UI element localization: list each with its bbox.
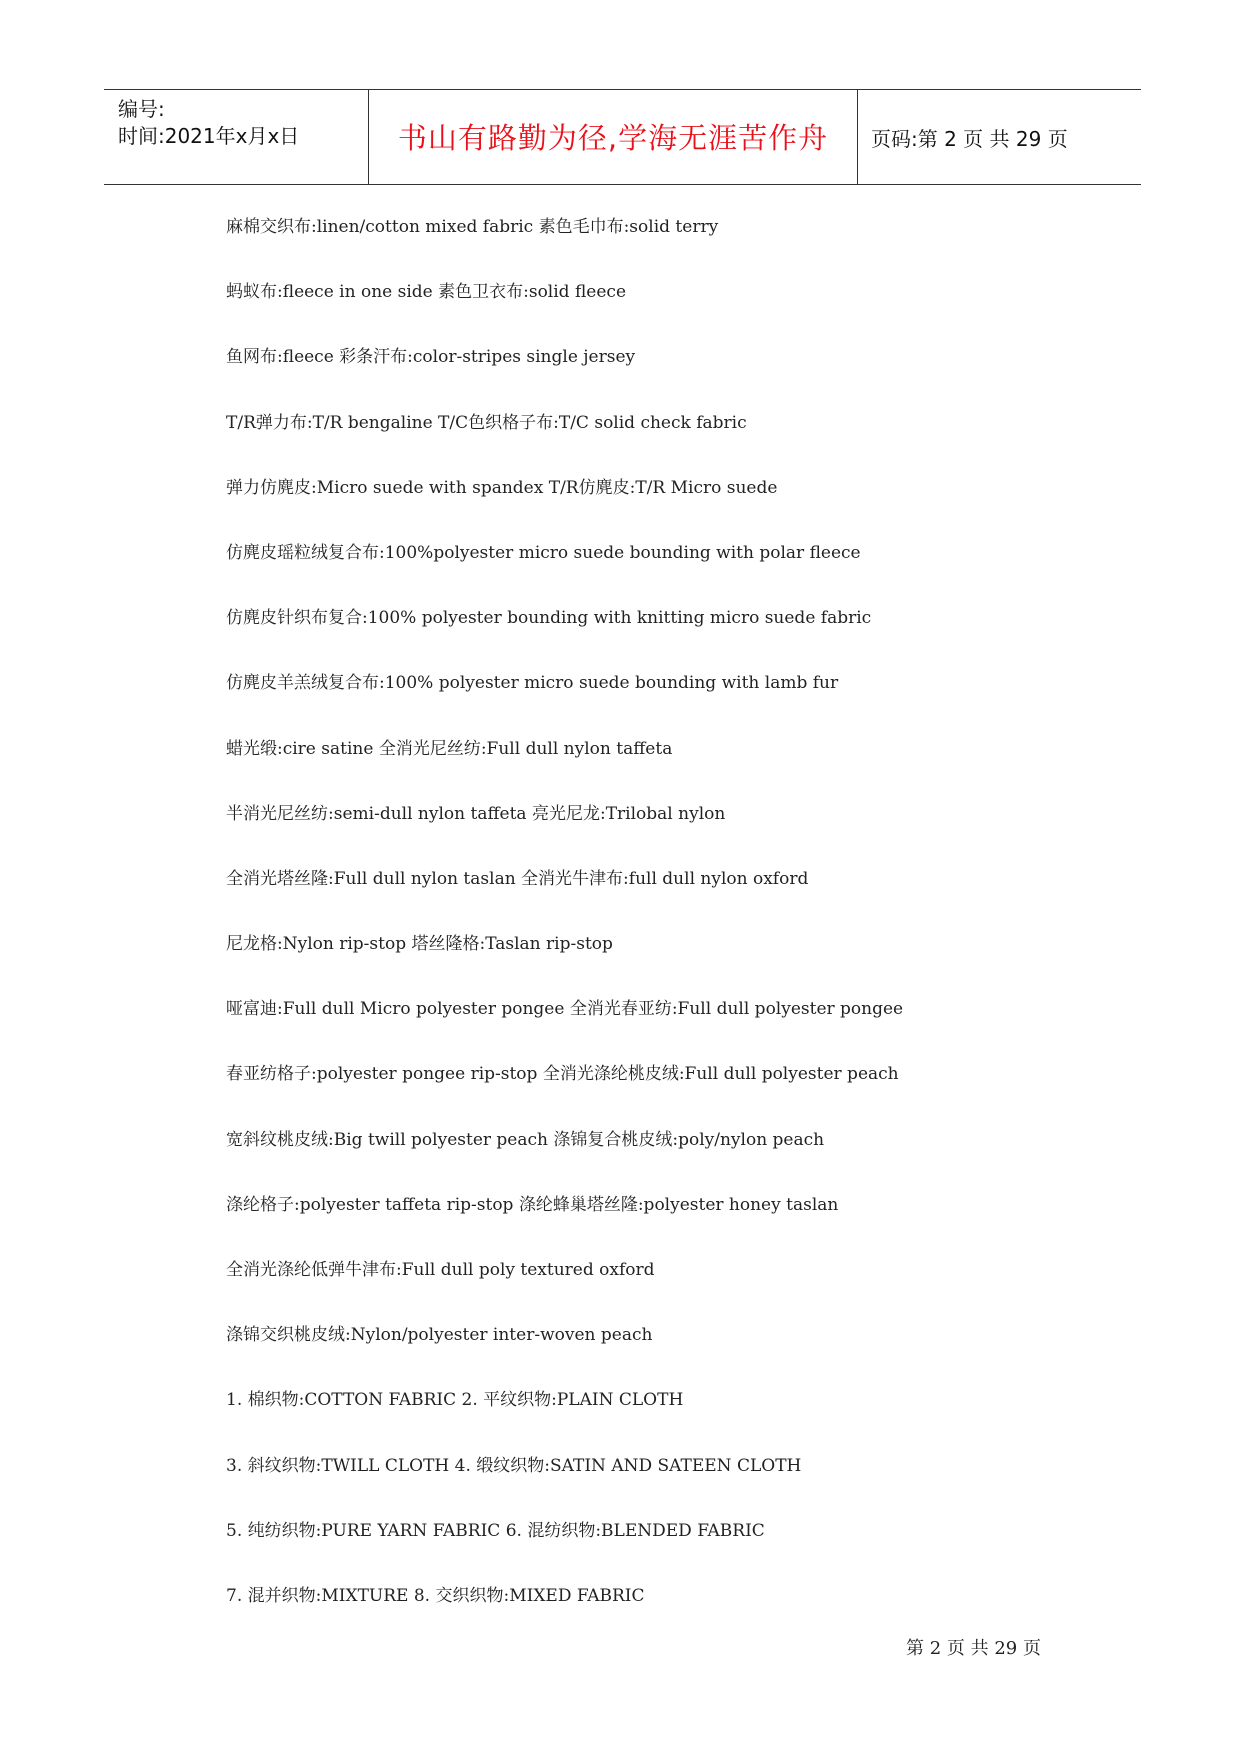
glossary-line: 宽斜纹桃皮绒:Big twill polyester peach 涤锦复合桃皮绒:poly/nylon peach [226, 1129, 825, 1150]
header-page-cell [857, 90, 1141, 184]
header-left-cell [104, 90, 368, 184]
glossary-line: 鱼网布:fleece 彩条汗布:color-stripes single jersey [226, 347, 636, 368]
glossary-line: 7. 混并织物:MIXTURE 8. 交织织物:MIXED FABRIC [226, 1585, 645, 1606]
header-page-number: 页码:第 2 页 共 29 页 [871, 127, 1068, 151]
glossary-line: T/R弹力布:T/R bengaline T/C色织格子布:T/C solid check fabric [226, 412, 747, 433]
glossary-line: 蚂蚁布:fleece in one side 素色卫衣布:solid fleece [226, 282, 627, 303]
page-header [104, 89, 1141, 185]
glossary-line: 仿麂皮针织布复合:100% polyester bounding with knitting micro suede fabric [226, 608, 872, 629]
glossary-line: 3. 斜纹织物:TWILL CLOTH 4. 缎纹织物:SATIN AND SATEEN CLOTH [226, 1455, 802, 1476]
glossary-line: 哑富迪:Full dull Micro polyester pongee 全消光春亚纺:Full dull polyester pongee [226, 999, 904, 1020]
glossary-line: 仿麂皮羊羔绒复合布:100% polyester micro suede bounding with lamb fur [226, 673, 839, 694]
document-body [226, 214, 1126, 1648]
glossary-line: 涤纶格子:polyester taffeta rip-stop 涤纶蜂巢塔丝隆:polyester honey taslan [226, 1194, 839, 1215]
time-label: 时间:2021年x月x日 [118, 124, 300, 148]
glossary-line: 蜡光缎:cire satine 全消光尼丝纺:Full dull nylon taffeta [226, 738, 673, 759]
header-motto: 书山有路勤为径,学海无涯苦作舟 [397, 121, 829, 155]
glossary-line: 尼龙格:Nylon rip-stop 塔丝隆格:Taslan rip-stop [226, 934, 613, 955]
glossary-line: 弹力仿麂皮:Micro suede with spandex T/R仿麂皮:T/R Micro suede [226, 477, 778, 498]
glossary-line: 全消光塔丝隆:Full dull nylon taslan 全消光牛津布:full dull nylon oxford [226, 868, 809, 889]
serial-number-label: 编号: [118, 97, 165, 121]
page-footer-number: 第 2 页 共 29 页 [906, 1638, 1041, 1659]
glossary-line: 半消光尼丝纺:semi-dull nylon taffeta 亮光尼龙:Trilobal nylon [226, 803, 726, 824]
glossary-line: 全消光涤纶低弹牛津布:Full dull poly textured oxford [226, 1260, 655, 1280]
glossary-line: 1. 棉织物:COTTON FABRIC 2. 平纹织物:PLAIN CLOTH [226, 1390, 684, 1411]
glossary-line: 仿麂皮瑶粒绒复合布:100%polyester micro suede bounding with polar fleece [226, 542, 861, 563]
header-motto-cell [368, 90, 858, 184]
glossary-line: 麻棉交织布:linen/cotton mixed fabric 素色毛巾布:solid terry [226, 217, 719, 237]
glossary-line: 5. 纯纺织物:PURE YARN FABRIC 6. 混纺织物:BLENDED FABRIC [226, 1520, 765, 1541]
glossary-line: 涤锦交织桃皮绒:Nylon/polyester inter-woven peach [226, 1325, 653, 1346]
glossary-line: 春亚纺格子:polyester pongee rip-stop 全消光涤纶桃皮绒:Full dull polyester peach [226, 1064, 899, 1085]
